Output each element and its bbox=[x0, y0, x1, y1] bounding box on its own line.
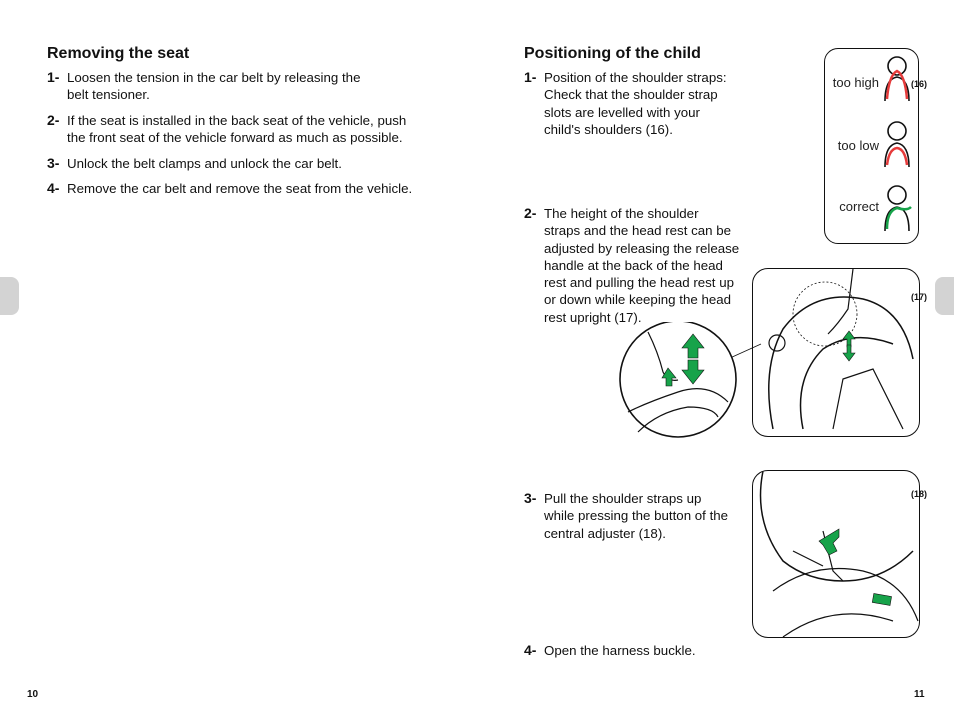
strap-state-too-low: too low bbox=[837, 138, 879, 153]
left-step-2 bbox=[47, 112, 477, 147]
step-number: 1- bbox=[47, 69, 60, 85]
left-step-4 bbox=[47, 180, 477, 197]
step-text: Remove the car belt and remove the seat from the vehicle. bbox=[67, 181, 413, 196]
headrest-illustration bbox=[753, 269, 919, 436]
figure-18-label: (18) bbox=[911, 489, 928, 499]
step-text: Open the harness buckle. bbox=[544, 643, 696, 658]
page-number-right: 11 bbox=[914, 689, 925, 700]
figure-16-label: (16) bbox=[911, 79, 928, 89]
step-text: Position of the shoulder straps: Check that the shoulder strap slots are levelled with your child's shoulders (16). bbox=[544, 70, 727, 137]
strap-state-too-high: too high bbox=[832, 75, 879, 90]
right-step-3 bbox=[524, 490, 744, 542]
figure-16-strap-positions bbox=[824, 48, 919, 244]
step-number: 3- bbox=[524, 490, 537, 506]
positioning-child-heading: Positioning of the child bbox=[524, 45, 701, 62]
left-page-tab bbox=[0, 277, 19, 315]
figure-18-central-adjuster bbox=[752, 470, 920, 638]
right-step-2 bbox=[524, 205, 749, 326]
step-number: 2- bbox=[524, 205, 537, 221]
figure-17-label: (17) bbox=[911, 292, 928, 302]
step-number: 4- bbox=[47, 180, 60, 196]
right-step-1 bbox=[524, 69, 744, 138]
strap-state-correct: correct bbox=[839, 199, 879, 214]
step-number: 1- bbox=[524, 69, 537, 85]
central-adjuster-illustration bbox=[753, 471, 919, 637]
step-number: 4- bbox=[524, 642, 537, 658]
step-number: 3- bbox=[47, 155, 60, 171]
left-step-3 bbox=[47, 155, 477, 172]
step-text: Pull the shoulder straps up while pressing the button of the central adjuster (18). bbox=[544, 491, 729, 541]
step-text: Unlock the belt clamps and unlock the car belt. bbox=[67, 156, 342, 171]
left-step-1 bbox=[47, 69, 477, 104]
step-text: Loosen the tension in the car belt by releasing the belt tensioner. bbox=[67, 70, 361, 103]
removing-seat-heading: Removing the seat bbox=[47, 45, 190, 62]
step-text: If the seat is installed in the back seat of the vehicle, push the front seat of the vehicle forward as much as possible. bbox=[67, 113, 407, 146]
page-number-left: 10 bbox=[27, 689, 39, 700]
figure-17-headrest-adjustment bbox=[752, 268, 920, 437]
headrest-release-zoom-illustration bbox=[618, 322, 763, 440]
right-page-tab bbox=[935, 277, 954, 315]
step-text: The height of the shoulder straps and the head rest can be adjusted by releasing the release handle at the back of the head rest and pulling the head rest up or down while keeping the head rest upright (17). bbox=[544, 206, 740, 325]
right-step-4 bbox=[524, 642, 744, 659]
step-number: 2- bbox=[47, 112, 60, 128]
